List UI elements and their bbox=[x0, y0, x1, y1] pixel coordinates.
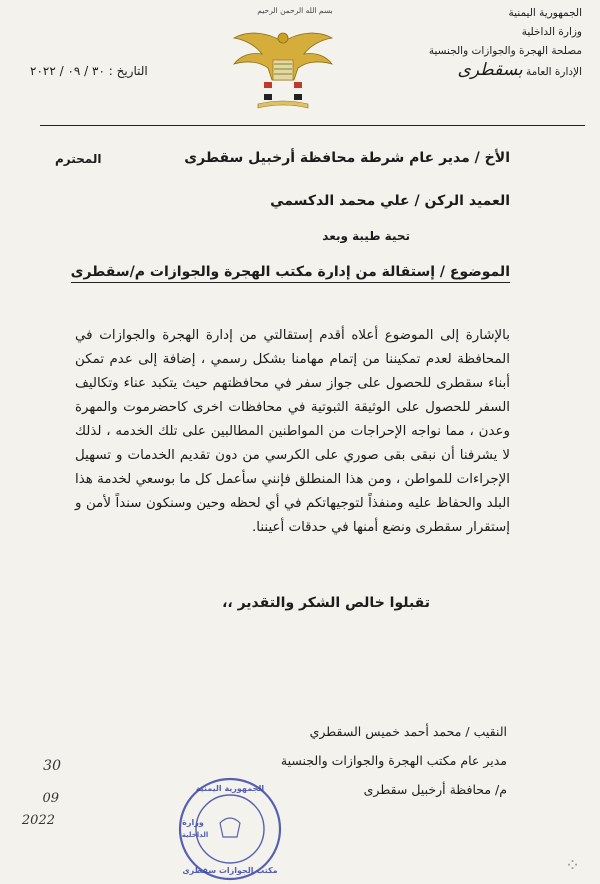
recipient-name: العميد الركن / علي محمد الدكسمي bbox=[270, 193, 510, 209]
basmala: بسم الله الرحمن الرحيم bbox=[257, 6, 333, 15]
letterhead-country: الجمهورية اليمنية bbox=[508, 7, 582, 19]
signatory-name: النقيب / محمد أحمد خميس السقطري bbox=[309, 724, 507, 739]
signature-block bbox=[281, 717, 507, 804]
signatory-governorate: م/ محافظة أرخبيل سقطرى bbox=[363, 782, 507, 797]
admin-handwritten: بسقطرى bbox=[457, 60, 523, 80]
letterhead bbox=[382, 4, 582, 82]
stamp-left-text-2: الداخلية bbox=[181, 831, 209, 839]
stamp-left-text: وزارة bbox=[182, 818, 204, 827]
handwritten-date bbox=[21, 752, 95, 842]
letter-body bbox=[75, 324, 510, 540]
header-divider bbox=[40, 125, 585, 126]
handwritten-year: 2022 bbox=[21, 813, 55, 828]
body-paragraph: بالإشارة إلى الموضوع أعلاه أقدم إستقالتي من إدارة الهجرة والجوازات في المحافظة لعدم تمكيننا من إتمام مهامنا بشكل رسمي ، إضافة إلى عدم تمكن أبناء سقطرى للحصول على جواز سفر في محافظتهم حيث يتكبد عناء وتكاليف السفر للحصول على الوثيقة الثبوتية في محافظات اخرى كاحضرموت والمهرة وعدن ، مما نواجه الإحراجات من المواطنين المطالبين على تلك الخدمه ، لذلك لا يشرفنا أن نبقى بقى صوري على الكرسي من دون تقديم الخدمات و تسهيل الإجراءات للمواطن ، ومن هذا المنطلق فإنني سأعمل كل ما بوسعي لخدمة هذا البلد والحفاظ عليه ومنفذاً لتوجيهاتكم في أي لحظه وحين وسنكون سنداً لأمن و إستقرار سقطرى ونضع أمنها في حدقات أعيننا. bbox=[75, 328, 510, 535]
subject-line: الموضوع / إستقالة من إدارة مكتب الهجرة والجوازات م/سقطرى bbox=[71, 264, 510, 283]
greeting: تحية طيبة وبعد bbox=[322, 229, 410, 243]
letterhead-admin bbox=[382, 61, 582, 82]
honorific: المحترم bbox=[55, 152, 102, 166]
handwritten-month: 09 bbox=[42, 791, 59, 806]
handwritten-day: 30 bbox=[43, 758, 61, 774]
stamp-bottom-text: مكتب الجوازات سقطرى bbox=[182, 866, 278, 875]
yemen-eagle-emblem bbox=[228, 24, 338, 110]
signatory-title: مدير عام مكتب الهجرة والجوازات والجنسية bbox=[280, 753, 507, 768]
official-stamp bbox=[175, 775, 285, 883]
letterhead-authority: مصلحة الهجرة والجوازات والجنسية bbox=[428, 45, 582, 57]
closing-line: تقبلوا خالص الشكر والتقدير ،، bbox=[222, 595, 430, 611]
letterhead-ministry: وزارة الداخلية bbox=[521, 26, 582, 38]
admin-label: الإدارة العامة bbox=[525, 66, 582, 78]
letter-date: التاريخ : ٣٠ / ٠٩ / ٢٠٢٢ bbox=[30, 64, 148, 78]
page-dots: ⁘ bbox=[565, 855, 581, 876]
recipient-line: الأخ / مدير عام شرطة محافظة أرخبيل سقطرى bbox=[184, 150, 510, 166]
stamp-top-text: الجمهورية اليمنية bbox=[195, 784, 265, 793]
